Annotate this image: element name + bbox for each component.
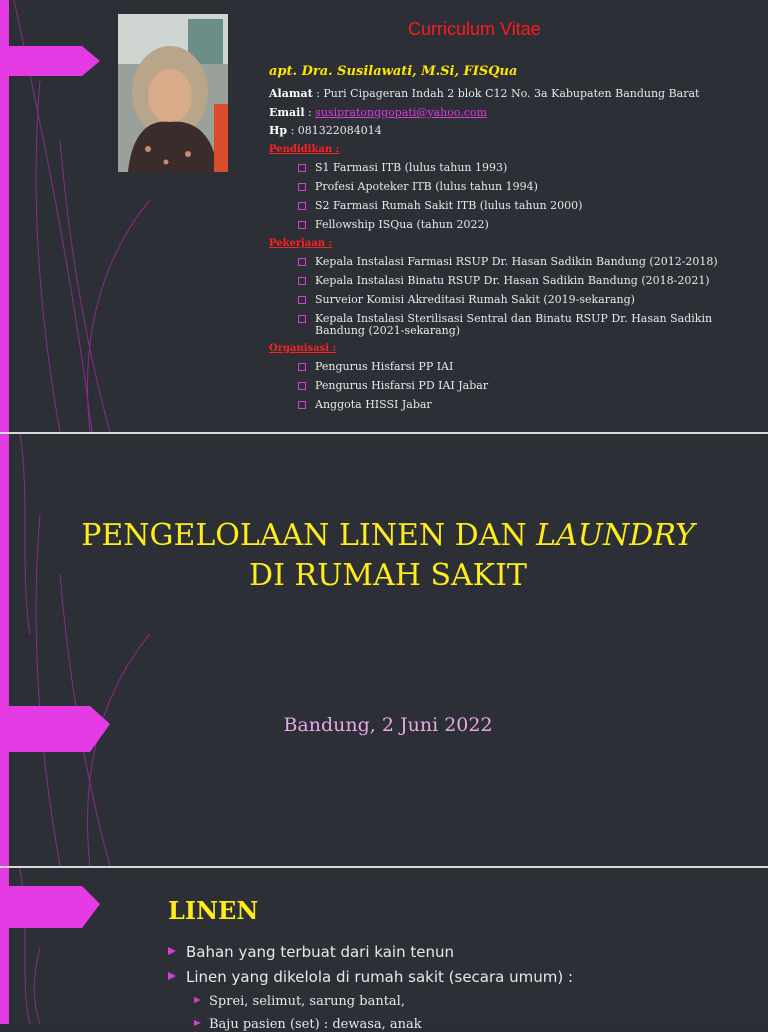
title-line1: PENGELOLAAN LINEN DAN (81, 518, 537, 553)
list-item: Kepala Instalasi Binatu RSUP Dr. Hasan Sadikin Bandung (2018-2021) (298, 275, 735, 294)
education-heading: Pendidikan : (269, 144, 340, 155)
list-item: Linen yang dikelola di rumah sakit (secara umum) : (168, 968, 573, 986)
checkbox-bullet-icon (298, 277, 306, 285)
list-item: Anggota HISSI Jabar (298, 399, 488, 418)
list-item: Baju pasien (set) : dewasa, anak (194, 1017, 422, 1032)
slide-linen (0, 868, 768, 1032)
address-line (269, 87, 699, 100)
address-value: : Puri Cipageran Indah 2 blok C12 No. 3a Kabupaten Bandung Barat (312, 87, 700, 100)
checkbox-bullet-icon (298, 315, 306, 323)
title-laundry: LAUNDRY (536, 518, 695, 553)
phone-line (269, 124, 382, 137)
list-item: S2 Farmasi Rumah Sakit ITB (lulus tahun 2000) (298, 200, 582, 219)
list-item: Surveior Komisi Akreditasi Rumah Sakit (2019-sekarang) (298, 294, 735, 313)
checkbox-bullet-icon (298, 164, 306, 172)
arrow-bullet-icon (168, 972, 176, 980)
checkbox-bullet-icon (298, 382, 306, 390)
list-item: Fellowship ISQua (tahun 2022) (298, 219, 582, 238)
email-sep: : (304, 106, 316, 119)
title-line2: DI RUMAH SAKIT (249, 558, 527, 593)
checkbox-bullet-icon (298, 183, 306, 191)
org-list (298, 361, 488, 418)
address-label: Alamat (269, 87, 313, 100)
email-link[interactable]: susipratonggopati@yahoo.com (315, 106, 487, 119)
slide-title (0, 434, 768, 866)
linen-heading: LINEN (168, 896, 259, 925)
checkbox-bullet-icon (298, 221, 306, 229)
cv-name: apt. Dra. Susilawati, M.Si, FISQua (269, 64, 518, 79)
list-item: Sprei, selimut, sarung bantal, (194, 994, 405, 1009)
phone-label: Hp (269, 124, 288, 137)
phone-value: : 081322084014 (287, 124, 382, 137)
list-item: Pengurus Hisfarsi PD IAI Jabar (298, 380, 488, 399)
education-list (298, 162, 582, 238)
checkbox-bullet-icon (298, 202, 306, 210)
list-item: Kepala Instalasi Farmasi RSUP Dr. Hasan Sadikin Bandung (2012-2018) (298, 256, 735, 275)
profile-photo (118, 14, 228, 172)
presentation-title (60, 516, 716, 596)
slide-cv (0, 0, 768, 432)
list-item: Pengurus Hisfarsi PP IAI (298, 361, 488, 380)
checkbox-bullet-icon (298, 363, 306, 371)
checkbox-bullet-icon (298, 258, 306, 266)
presentation-subtitle: Bandung, 2 Juni 2022 (283, 714, 493, 736)
slide-decoration (0, 434, 768, 866)
work-heading: Pekerjaan : (269, 238, 333, 249)
cv-title: Curriculum Vitae (408, 19, 541, 39)
list-item: Bahan yang terbuat dari kain tenun (168, 943, 454, 961)
work-list (298, 256, 735, 339)
arrow-bullet-icon (194, 997, 201, 1003)
email-line (269, 106, 487, 119)
checkbox-bullet-icon (298, 296, 306, 304)
arrow-bullet-icon (194, 1020, 201, 1026)
list-item: Profesi Apoteker ITB (lulus tahun 1994) (298, 181, 582, 200)
org-heading: Organisasi : (269, 343, 337, 354)
list-item: Kepala Instalasi Sterilisasi Sentral dan Binatu RSUP Dr. Hasan Sadikin Bandung (2021-sekarang) (298, 313, 735, 339)
list-item: S1 Farmasi ITB (lulus tahun 1993) (298, 162, 582, 181)
arrow-bullet-icon (168, 947, 176, 955)
checkbox-bullet-icon (298, 401, 306, 409)
email-label: Email (269, 106, 305, 119)
